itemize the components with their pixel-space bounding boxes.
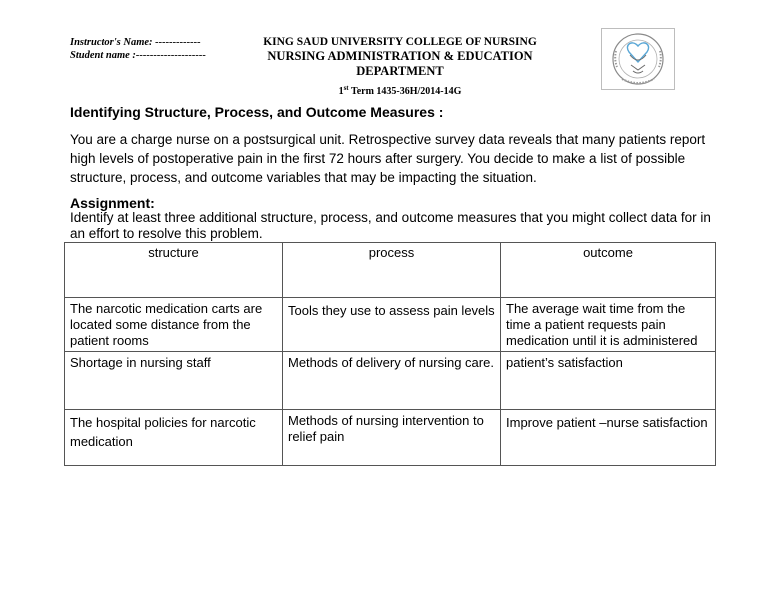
table-cell: Improve patient –nurse satisfaction — [501, 410, 716, 466]
table-cell: The average wait time from the time a patient requests pain medication until it is administered — [501, 298, 716, 352]
department-line-2: DEPARTMENT — [356, 64, 444, 78]
table-row — [65, 410, 716, 466]
table-header-row — [65, 243, 716, 298]
table-cell: Methods of nursing intervention to relief pain — [283, 410, 501, 466]
table-row — [65, 352, 716, 410]
header-process: process — [283, 243, 501, 298]
term-text: Term 1435-36H/2014-14G — [348, 86, 462, 97]
university-logo-icon — [601, 28, 675, 90]
measures-table — [64, 242, 716, 466]
table-row — [65, 298, 716, 352]
term-line — [240, 81, 560, 99]
table-cell: Shortage in nursing staff — [65, 352, 283, 410]
instructor-name-line: Instructor's Name: ------------- — [70, 37, 201, 48]
header-structure: structure — [65, 243, 283, 298]
header-center — [240, 35, 560, 99]
header-left — [70, 36, 206, 62]
scenario-paragraph: You are a charge nurse on a postsurgical unit. Retrospective survey data reveals that many patients report high levels of postoperative pain in the first 72 hours after surgery. You decide to make a list of possible structure, process, and outcome variables that may be impacting the situation. — [70, 132, 706, 185]
assignment-heading: Assignment: — [70, 195, 155, 211]
table-cell: Methods of delivery of nursing care. — [283, 352, 501, 410]
university-name: KING SAUD UNIVERSITY COLLEGE OF NURSING — [263, 36, 537, 48]
term-ordinal-suffix: st — [343, 84, 349, 92]
table-cell: The hospital policies for narcotic medication — [65, 410, 283, 466]
header-outcome: outcome — [501, 243, 716, 298]
term-ordinal-number: 1 — [338, 86, 344, 97]
document-title: Identifying Structure, Process, and Outcome Measures : — [70, 104, 444, 120]
table-cell: Tools they use to assess pain levels — [283, 298, 501, 352]
assignment-text: Identify at least three additional structure, process, and outcome measures that you might collect data for in an effort to resolve this problem. — [70, 210, 711, 241]
table-cell: patient’s satisfaction — [501, 352, 716, 410]
student-name-line: Student name :-------------------- — [70, 50, 206, 61]
department-line-1: NURSING ADMINISTRATION & EDUCATION — [267, 49, 533, 63]
table-cell: The narcotic medication carts are located some distance from the patient rooms — [65, 298, 283, 352]
